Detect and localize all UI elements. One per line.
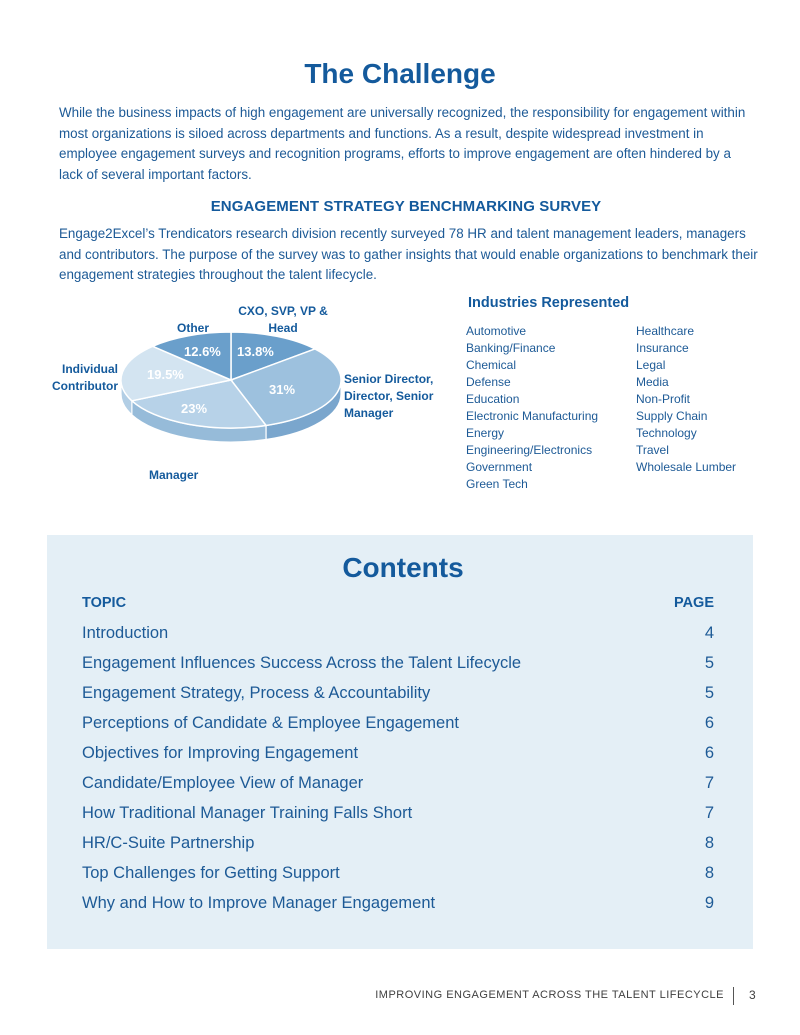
industry-item: Energy: [466, 426, 505, 440]
intro-paragraph: While the business impacts of high engagement are universally recognized, the responsibility for engagement within most organizations is siloed across departments and functions. As a result, despite widespread investment in employee engagement surveys and recognition programs, efforts to improve engagement are often hindered by a lack of several important factors.: [59, 105, 746, 182]
toc-topic: How Traditional Manager Training Falls Short: [82, 804, 413, 822]
industry-item: Government: [466, 460, 533, 474]
pie-value-label: 19.5%: [147, 367, 184, 382]
industry-item: Chemical: [466, 358, 517, 372]
industry-item: Automotive: [466, 324, 527, 338]
contents-title: Contents: [342, 552, 464, 583]
toc-topic: HR/C-Suite Partnership: [82, 834, 255, 852]
page-title: The Challenge: [304, 58, 496, 89]
toc-page-number: 5: [704, 684, 714, 702]
respondent-pie-chart: [40, 295, 460, 495]
toc-row[interactable]: [82, 648, 714, 678]
toc-row[interactable]: [82, 828, 714, 858]
page-number: 3: [749, 988, 756, 1002]
survey-paragraph: Engage2Excel’s Trendicators research division recently surveyed 78 HR and talent management leaders, managers and contributors. The purpose of the survey was to gather insights that would enable organizations to benchmark their engagement strategies throughout the talent lifecycle.: [59, 226, 758, 282]
toc-topic: Engagement Strategy, Process & Accountability: [82, 684, 431, 702]
industries-heading: Industries Represented: [468, 295, 630, 311]
toc-topic: Top Challenges for Getting Support: [82, 864, 340, 882]
toc-page-number: 4: [704, 624, 714, 642]
pie-category-label-line: Head: [268, 321, 298, 335]
pie-category-label-line: Contributor: [52, 379, 118, 393]
industry-item: Healthcare: [636, 324, 695, 338]
toc-topic-header: TOPIC: [82, 595, 127, 611]
pie-value-label: 23%: [181, 401, 208, 416]
industries-column-2: [636, 323, 736, 476]
pie-category-label: [162, 320, 224, 337]
toc-page-number: 7: [704, 774, 714, 792]
industry-item: Media: [636, 375, 669, 389]
toc-page-number: 6: [704, 714, 714, 732]
pie-value-label: 12.6%: [184, 344, 221, 359]
toc-row[interactable]: [82, 708, 714, 738]
pie-category-label: [344, 371, 454, 422]
industry-item: Technology: [636, 426, 697, 440]
pie-category-label: [149, 467, 229, 484]
survey-heading: ENGAGEMENT STRATEGY BENCHMARKING SURVEY: [210, 198, 602, 215]
pie-category-label: [40, 361, 118, 395]
toc-topic: Why and How to Improve Manager Engagement: [82, 894, 436, 912]
footer-title: IMPROVING ENGAGEMENT ACROSS THE TALENT LIFECYCLE: [375, 987, 734, 1005]
industry-item: Travel: [636, 443, 669, 457]
industry-item: Legal: [636, 358, 666, 372]
pie-category-label-line: Senior Director,: [344, 372, 434, 386]
industry-item: Green Tech: [466, 477, 528, 491]
pie-category-label-line: Manager: [344, 406, 394, 420]
toc-page-number: 9: [704, 894, 714, 912]
toc-topic: Candidate/Employee View of Manager: [82, 774, 364, 792]
toc-row[interactable]: [82, 618, 714, 648]
industries-column-1: [466, 323, 598, 493]
industry-item: Electronic Manufacturing: [466, 409, 599, 423]
industry-item: Engineering/Electronics: [466, 443, 593, 457]
toc-page-number: 7: [704, 804, 714, 822]
toc-topic: Perceptions of Candidate & Employee Engagement: [82, 714, 459, 732]
pie-category-label-line: Director, Senior: [344, 389, 434, 403]
toc-page-number: 8: [704, 864, 714, 882]
industry-item: Wholesale Lumber: [636, 460, 737, 474]
toc-topic: Engagement Influences Success Across the Talent Lifecycle: [82, 654, 522, 672]
toc-row[interactable]: [82, 858, 714, 888]
industry-item: Defense: [466, 375, 511, 389]
toc-row[interactable]: [82, 738, 714, 768]
toc-page-number: 6: [704, 744, 714, 762]
pie-category-label-line: CXO, SVP, VP &: [238, 304, 328, 318]
toc-row[interactable]: [82, 798, 714, 828]
industry-item: Non-Profit: [636, 392, 691, 406]
pie-category-label-line: Manager: [149, 468, 199, 482]
toc-page-number: 8: [704, 834, 714, 852]
industry-item: Supply Chain: [636, 409, 708, 423]
pie-category-label: [233, 303, 333, 337]
toc-row[interactable]: [82, 888, 714, 918]
industry-item: Banking/Finance: [466, 341, 556, 355]
pie-category-label-line: Other: [176, 321, 209, 335]
toc-page-number: 5: [704, 654, 714, 672]
industry-item: Insurance: [636, 341, 689, 355]
pie-value-label: 13.8%: [237, 344, 274, 359]
pie-category-label-line: Individual: [61, 362, 118, 376]
toc-row[interactable]: [82, 768, 714, 798]
toc-list: [82, 618, 714, 918]
pie-value-label: 31%: [269, 382, 296, 397]
industry-item: Education: [466, 392, 520, 406]
toc-topic: Introduction: [82, 624, 169, 642]
contents-panel: [47, 535, 753, 949]
toc-topic: Objectives for Improving Engagement: [82, 744, 359, 762]
toc-row[interactable]: [82, 678, 714, 708]
toc-page-header: PAGE: [673, 595, 714, 611]
